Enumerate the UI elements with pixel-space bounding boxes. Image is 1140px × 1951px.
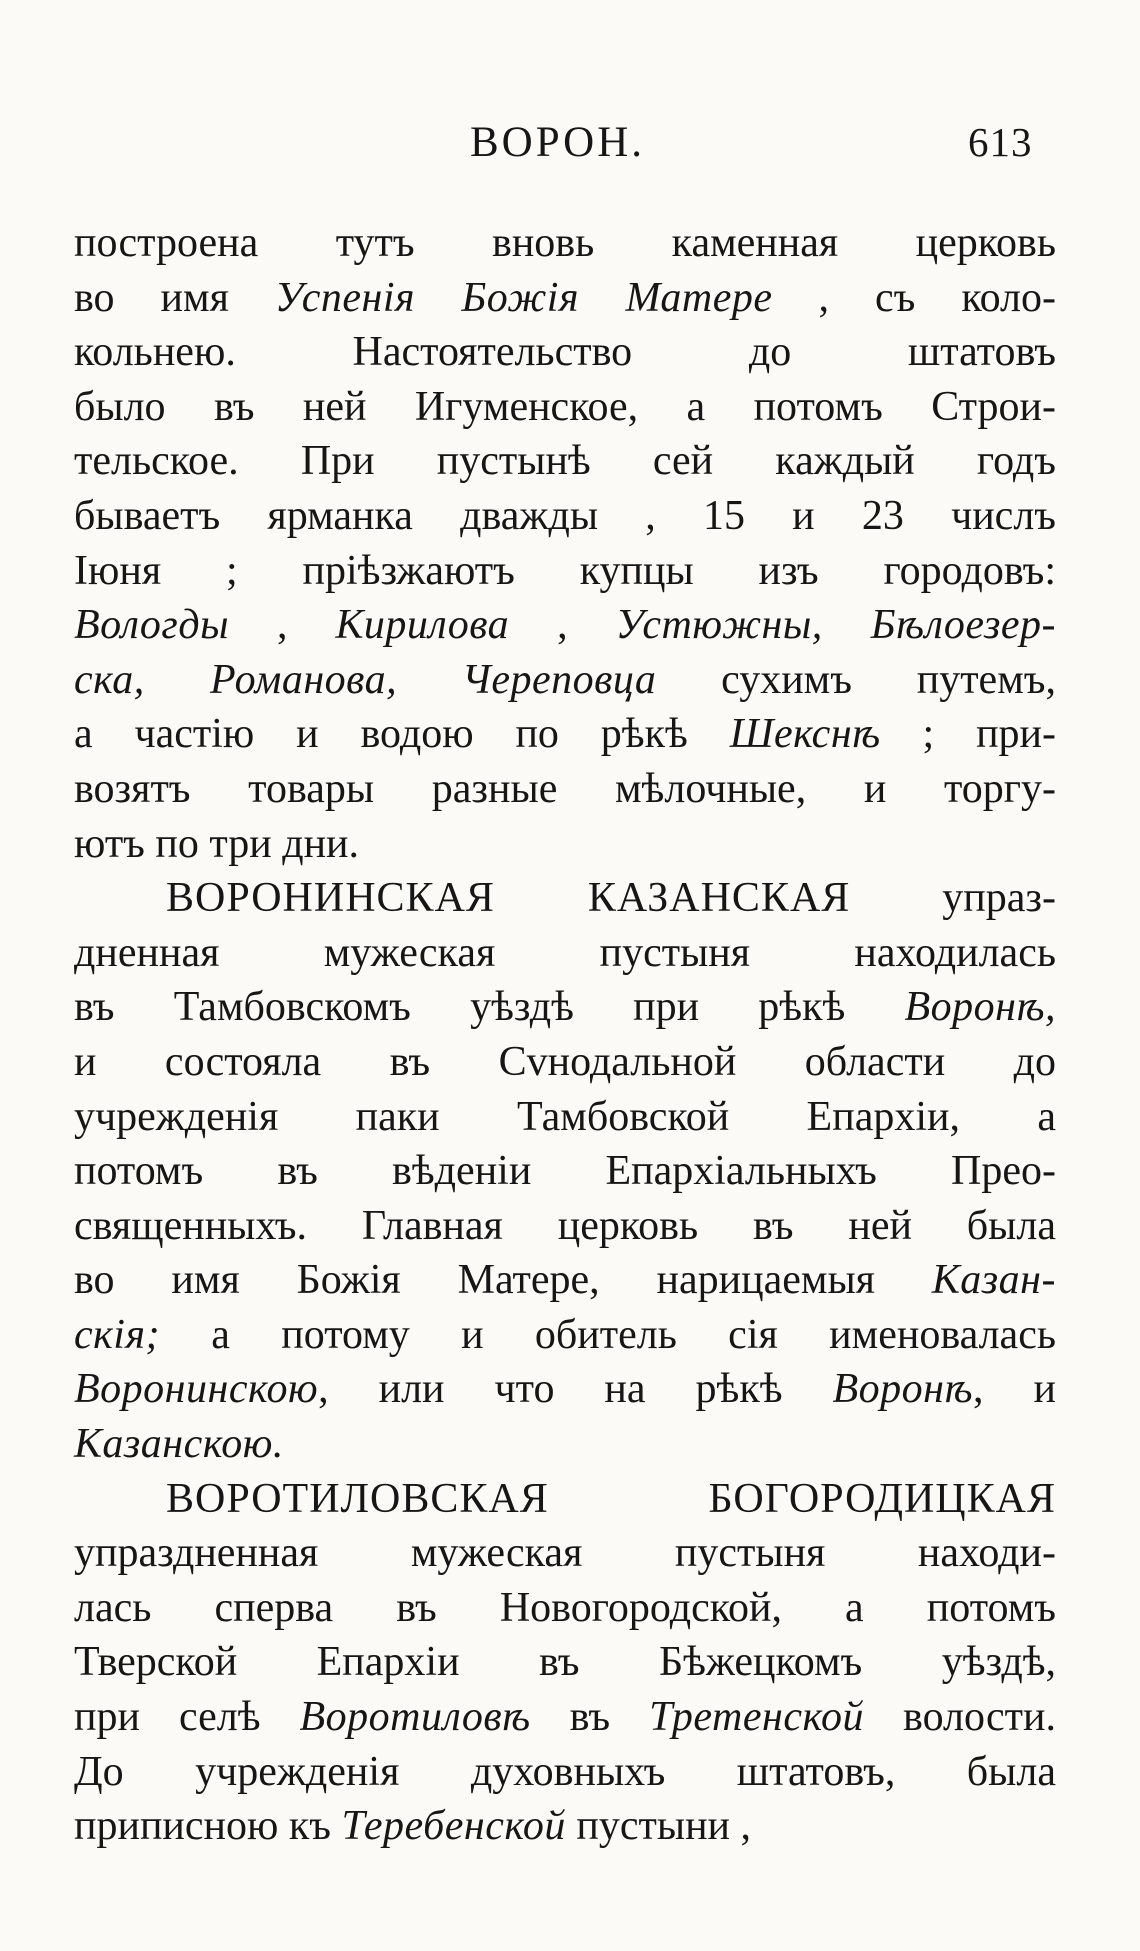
text-line [74, 1581, 1056, 1636]
entry-article [74, 1472, 1056, 1854]
italic-name: скія; [74, 1311, 160, 1358]
italic-name: Воронѣ [832, 1366, 974, 1413]
text-run: сухимъ путемъ, [656, 656, 1056, 703]
text-line [74, 544, 1056, 599]
italic-name: Вологды [74, 602, 230, 649]
text-line [74, 707, 1056, 762]
text-run: построена тутъ вновь каменная церковь [74, 220, 1056, 266]
text-line [74, 1199, 1056, 1254]
text-run: , [509, 602, 616, 649]
text-line [74, 1635, 1056, 1690]
italic-name: Теребенской [341, 1803, 566, 1850]
text-line [74, 1253, 1056, 1308]
text-run: , или что на рѣкѣ [318, 1366, 833, 1413]
text-run: упраз- [850, 875, 1056, 922]
text-run: а частію и водою по рѣкѣ [74, 711, 730, 758]
text-run: Тверской Епархіи въ Бѣжецкомъ уѣздѣ, [74, 1639, 1056, 1686]
italic-name: Бѣлоезер- [870, 602, 1056, 649]
italic-name: Череповца [461, 656, 657, 703]
italic-name: Шекснѣ [729, 711, 881, 758]
italic-name: Казанскою. [74, 1421, 284, 1468]
text-line [74, 489, 1056, 544]
text-run [397, 657, 462, 703]
text-line [74, 1799, 1056, 1854]
italic-name: Воротиловѣ [299, 1694, 531, 1741]
text-run: тельское. При пустынѣ сей каждый годъ [74, 438, 1056, 485]
italic-name: Воронинскою [74, 1366, 319, 1413]
text-line [74, 1745, 1056, 1800]
entry-article [74, 871, 1056, 1472]
page-header [0, 118, 1140, 178]
italic-name: Устюжны, [615, 602, 823, 649]
entry-continuation [74, 216, 1056, 871]
text-line [74, 380, 1056, 435]
text-run: во имя [74, 274, 275, 321]
entry-heading: ВОРОНИНСКАЯ КАЗАНСКАЯ [166, 875, 851, 922]
text-line [74, 1526, 1056, 1581]
text-line [74, 1690, 1056, 1745]
body-text [74, 216, 1056, 1854]
text-run: бываетъ ярманка дважды , 15 и 23 числъ [74, 492, 1056, 539]
text-run: въ [530, 1694, 650, 1741]
text-line [74, 1417, 1056, 1472]
text-line [74, 653, 1056, 708]
text-line [74, 1308, 1056, 1363]
text-run: кольнею. Настоятельство до штатовъ [74, 329, 1056, 376]
text-line [74, 598, 1056, 653]
text-line [74, 271, 1056, 326]
text-run: потомъ въ вѣденіи Епархіальныхъ Прео- [74, 1148, 1056, 1195]
italic-name: Успенія Божія Матере [274, 274, 773, 321]
italic-name: Казан- [931, 1257, 1056, 1304]
text-run: а потому и обитель сія именовалась [159, 1311, 1056, 1358]
running-title: ВОРОН. [470, 119, 646, 166]
text-line [74, 325, 1056, 380]
text-run: учрежденія паки Тамбовской Епархіи, а [74, 1093, 1056, 1140]
text-line [74, 1144, 1056, 1199]
text-run: въ Тамбовскомъ уѣздѣ при рѣкѣ [74, 984, 905, 1031]
text-run: и состояла въ Сvнодальной области до [74, 1038, 1056, 1085]
text-line [74, 1362, 1056, 1417]
text-line [74, 1035, 1056, 1090]
entry-heading: ВОРОТИЛОВСКАЯ БОГОРОДИЦКАЯ [166, 1475, 1056, 1522]
text-line [74, 926, 1056, 981]
text-run: пустыни , [565, 1803, 752, 1850]
text-run: было въ ней Игуменское, а потомъ Строи- [74, 383, 1056, 430]
text-run: при селѣ [74, 1694, 300, 1741]
text-run: До учрежденія духовныхъ штатовъ, была [74, 1748, 1056, 1795]
text-line [74, 871, 1056, 926]
text-run: , [229, 602, 336, 649]
text-run: дненная мужеская пустыня находилась [74, 929, 1056, 976]
italic-name: Кирилова [335, 602, 510, 649]
text-line [74, 216, 1056, 271]
text-run: священныхъ. Главная церковь въ ней была [74, 1202, 1056, 1249]
page-number: 613 [968, 119, 1033, 165]
text-run: во имя Божія Матере, нарицаемыя [74, 1257, 932, 1304]
text-run: Іюня ; пріѣзжаютъ купцы изъ городовъ: [74, 547, 1056, 594]
text-run: лась сперва въ Новогородской, а потомъ [74, 1584, 1056, 1631]
text-line [74, 1090, 1056, 1145]
text-run: , и [973, 1366, 1057, 1413]
text-line [74, 1472, 1056, 1527]
text-line [74, 762, 1056, 817]
text-run: возятъ товары разные мѣлочные, и торгу- [74, 765, 1056, 812]
text-line [74, 980, 1056, 1035]
text-line [74, 434, 1056, 489]
text-run: волости. [864, 1694, 1056, 1741]
text-run: ; при- [880, 711, 1057, 758]
text-run [823, 602, 871, 648]
text-line [74, 817, 1056, 872]
text-run: , съ коло- [772, 274, 1056, 321]
italic-name: Воронѣ, [904, 984, 1056, 1031]
text-run: ютъ по три дни. [74, 820, 360, 867]
text-run: приписною къ [74, 1803, 342, 1850]
italic-name: Третенской [649, 1694, 865, 1741]
text-run: упраздненная мужеская пустыня находи- [74, 1530, 1056, 1577]
italic-name: ска, Романова, [74, 656, 398, 703]
